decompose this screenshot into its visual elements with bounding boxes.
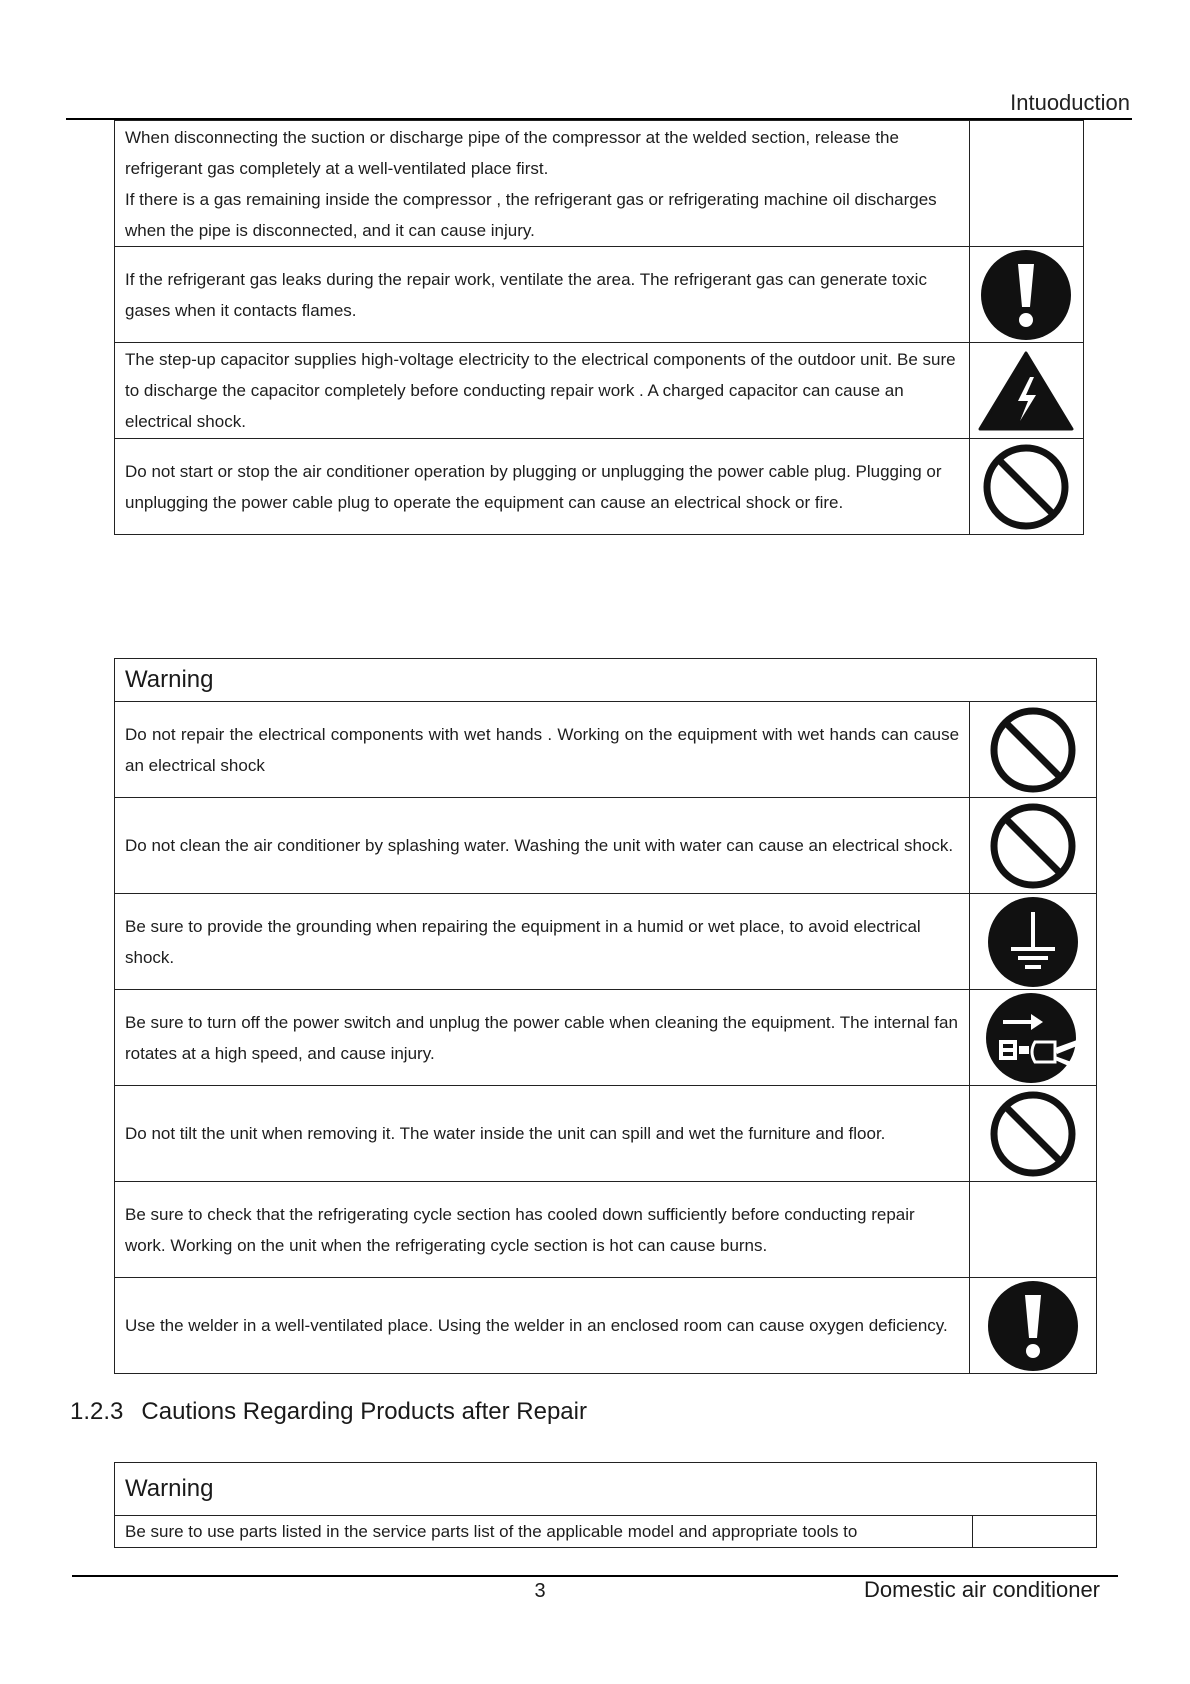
warning-text: Be sure to use parts listed in the service parts list of the applicable model and appropriate tools to <box>115 1516 973 1548</box>
table-row <box>115 702 1097 798</box>
warning-text: Use the welder in a well-ventilated place. Using the welder in an enclosed room can cause oxygen deficiency. <box>115 1278 970 1374</box>
warning-text: Do not clean the air conditioner by splashing water. Washing the unit with water can cause an electrical shock. <box>115 798 970 894</box>
ground-icon <box>987 896 1079 988</box>
icon-cell-empty <box>969 121 1083 247</box>
caution-text: Do not start or stop the air conditioner operation by plugging or unplugging the power cable plug. Plugging or unplugging the power cable plug to operate the equipment can cause an electrical shock or fire. <box>115 439 970 535</box>
prohibition-icon <box>989 802 1077 890</box>
prohibition-icon <box>989 706 1077 794</box>
warning-table <box>114 658 1097 1374</box>
icon-cell <box>970 894 1097 990</box>
caution-table-top <box>114 120 1084 535</box>
icon-cell <box>970 702 1097 798</box>
warning-text: Be sure to turn off the power switch and unplug the power cable when cleaning the equipment. The internal fan rotates at a high speed, and cause injury. <box>115 990 970 1086</box>
warning-heading: Warning <box>115 659 1097 702</box>
icon-cell <box>970 1086 1097 1182</box>
caution-text: If the refrigerant gas leaks during the repair work, ventilate the area. The refrigerant gas can generate toxic gases when it contacts flames. <box>115 247 970 343</box>
table-heading-row <box>115 1463 1097 1516</box>
unplug-icon <box>985 992 1081 1084</box>
warning-text: Do not tilt the unit when removing it. The water inside the unit can spill and wet the furniture and floor. <box>115 1086 970 1182</box>
table-row <box>115 1086 1097 1182</box>
section-heading <box>70 1398 587 1426</box>
warning-heading: Warning <box>115 1463 1097 1516</box>
table-row <box>115 121 1084 247</box>
icon-cell <box>969 343 1083 439</box>
table-row <box>115 1278 1097 1374</box>
exclamation-icon <box>987 1280 1079 1372</box>
running-footer: Domestic air conditioner <box>864 1577 1100 1602</box>
icon-cell <box>970 798 1097 894</box>
warning-text: Do not repair the electrical components with wet hands . Working on the equipment with wet hands can cause an electrical shock <box>115 702 970 798</box>
icon-cell <box>969 439 1083 535</box>
icon-cell <box>970 990 1097 1086</box>
table-row <box>115 1182 1097 1278</box>
table-row <box>115 894 1097 990</box>
icon-cell-empty <box>970 1182 1097 1278</box>
table-heading-row <box>115 659 1097 702</box>
section-number: 1.2.3 <box>70 1398 124 1425</box>
caution-text: The step-up capacitor supplies high-voltage electricity to the electrical components of the outdoor unit. Be sure to discharge the capacitor completely before conducting repair work . A charged capacitor can cause an electrical shock. <box>115 343 970 439</box>
warning-table-after-repair <box>114 1462 1097 1548</box>
table-row <box>115 798 1097 894</box>
running-header: Intuoduction <box>1010 90 1130 115</box>
caution-text: When disconnecting the suction or discharge pipe of the compressor at the welded section, release the refrigerant gas completely at a well-ventilated place first. If there is a gas remaining inside the compressor , the refrigerant gas or refrigerating machine oil discharges when the pipe is disconnected, and it can cause injury. <box>115 121 970 247</box>
prohibition-icon <box>982 443 1070 531</box>
table-row <box>115 439 1084 535</box>
icon-cell <box>970 1278 1097 1374</box>
table-row <box>115 247 1084 343</box>
exclamation-icon <box>980 249 1072 341</box>
warning-text: Be sure to check that the refrigerating cycle section has cooled down sufficiently before conducting repair work. Working on the unit when the refrigerating cycle section is hot can cause burns. <box>115 1182 970 1278</box>
table-row <box>115 343 1084 439</box>
table-row <box>115 990 1097 1086</box>
icon-cell-empty <box>973 1516 1097 1548</box>
table-row <box>115 1516 1097 1548</box>
icon-cell <box>969 247 1083 343</box>
electric-hazard-icon <box>978 351 1074 431</box>
prohibition-icon <box>989 1090 1077 1178</box>
warning-text: Be sure to provide the grounding when repairing the equipment in a humid or wet place, to avoid electrical shock. <box>115 894 970 990</box>
section-title: Cautions Regarding Products after Repair <box>141 1398 587 1425</box>
page-number: 3 <box>534 1580 546 1602</box>
